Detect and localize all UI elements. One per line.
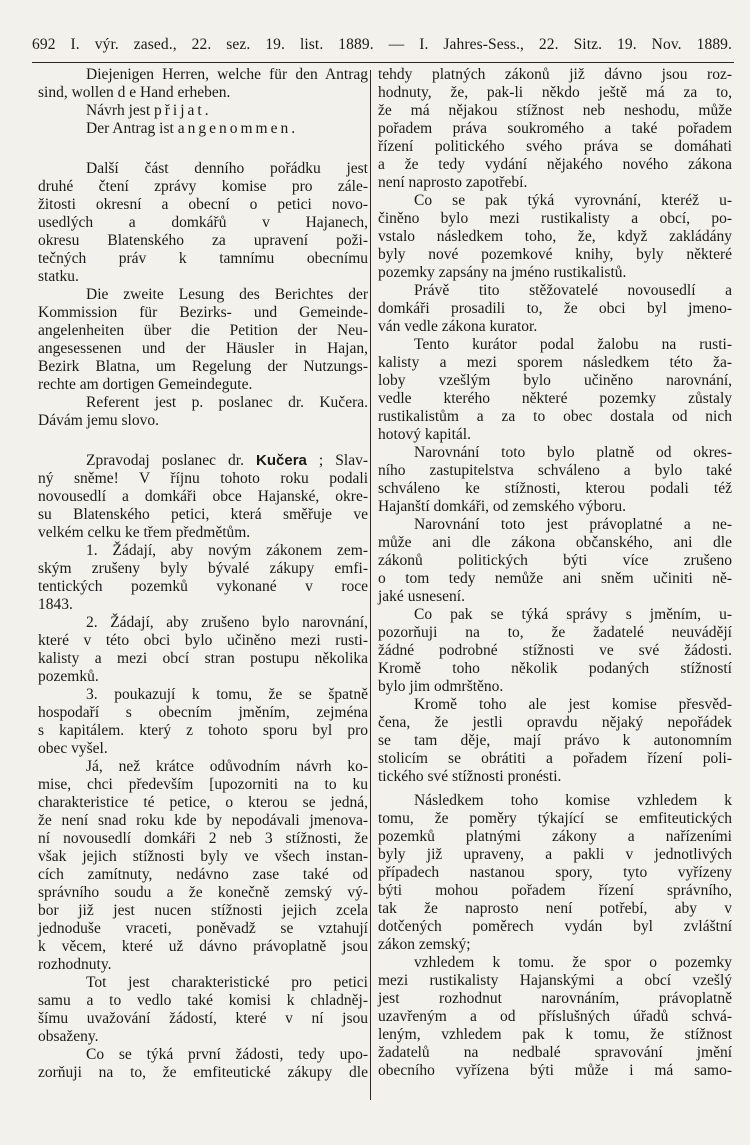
text-line: uzavřeným a od příslušných úřadů schvá- bbox=[378, 1008, 732, 1025]
text-segment: Návrh jest bbox=[86, 102, 155, 119]
text-line: vstalo následkem toho, že, když zakládány bbox=[378, 228, 732, 245]
spaced-text: přijat. bbox=[154, 102, 212, 119]
text-line: leným, vzhledem pak k tomu, že stížnost bbox=[378, 1026, 732, 1043]
text-line: 3. poukazují k tomu, že se špatně bbox=[86, 686, 368, 703]
text-line: stolicím se obrátiti a pořadem řízení poli- bbox=[378, 750, 732, 767]
text-line: Diejenigen Herren, welche für den Antrag bbox=[86, 66, 368, 83]
paragraph bbox=[38, 66, 368, 102]
paragraph bbox=[378, 792, 732, 954]
paragraph bbox=[378, 336, 732, 444]
text-line: Hajanští domkáři, od zemského výboru. bbox=[378, 498, 626, 515]
paragraph bbox=[38, 614, 368, 686]
text-line bbox=[38, 452, 368, 470]
text-line: tak že naprosto není potřebí, aby v bbox=[378, 900, 732, 917]
text-line: byly nové pozemkové knihy, byly některé bbox=[378, 246, 732, 263]
paragraph bbox=[38, 102, 368, 120]
text-line: Kromě toho ale jest komise přesvěd- bbox=[414, 696, 732, 713]
text-line: jednoduše vraceti, poněvadž se vztahují bbox=[38, 920, 368, 937]
paragraph bbox=[378, 954, 732, 1080]
text-line: zorňuji na to, že emfiteutické zákupy dle bbox=[38, 1064, 368, 1081]
text-line: statku. bbox=[38, 268, 79, 285]
text-segment: Zpravodaj poslanec dr. bbox=[86, 452, 257, 469]
text-line: kalisty a mezi obcí stran postupu několika bbox=[38, 650, 368, 667]
text-line: usedlých a domkářů v Hajanech, bbox=[38, 214, 368, 231]
paragraph bbox=[378, 192, 732, 282]
text-line: tehdy platných zákonů již dávno jsou roz- bbox=[378, 66, 732, 83]
text-line: tentických pozemků vykonané v roce bbox=[38, 578, 368, 595]
text-line: s kapitálem. který z tohoto sporu byl pro bbox=[38, 722, 368, 739]
text-line: Další část denního pořádku jest bbox=[86, 160, 368, 177]
text-line: může ani dle zákona občanského, ani dle bbox=[378, 534, 732, 551]
text-line: správního soudu a že konečně zemský vý- bbox=[38, 884, 368, 901]
text-line: druhé čtení zprávy komise pro zále- bbox=[38, 178, 368, 195]
text-line: angelenheiten über die Petition der Neu- bbox=[38, 322, 368, 339]
text-line: zákonů politických býti více zrušeno bbox=[378, 552, 732, 569]
text-line: 1. Žádají, aby novým zákonem zem- bbox=[86, 542, 368, 559]
text-line: však jejich stížnosti byly ve všech instan- bbox=[38, 848, 368, 865]
text-line: su Blatenského petici, která směřuje ve bbox=[38, 506, 368, 523]
text-line: obecního vyřízena býti může i má samo- bbox=[378, 1062, 732, 1079]
text-line: loby vzešlým bylo učiněno narovnání, bbox=[378, 372, 732, 389]
text-line: řízení politického svého práva se domáhati bbox=[378, 138, 732, 155]
text-segment: ; Slav- bbox=[306, 452, 368, 469]
text-line: dotčených poměrech vydán byl zvláštní bbox=[378, 918, 732, 935]
text-line: pořadem práva soukromého a také pořadem bbox=[378, 120, 732, 137]
text-line: čena, že jestli opravdu nějaký nepořádek bbox=[378, 714, 732, 731]
paragraph bbox=[38, 758, 368, 974]
text-line: Co pak se týká správy s jměním, u- bbox=[414, 606, 732, 623]
text-line: velkém celku ke třem předmětům. bbox=[38, 524, 251, 541]
text-line: obsaženy. bbox=[38, 1028, 99, 1045]
text-line: žádné podrobné stížnosti ve své žádosti. bbox=[378, 642, 732, 659]
text-line: jaké usnesení. bbox=[378, 588, 465, 605]
text-line: obec vyšel. bbox=[38, 740, 108, 757]
text-line: vedle kterého některé pozemky zůstaly bbox=[378, 390, 732, 407]
text-line: Já, než krátce odůvodním návrh ko- bbox=[86, 758, 368, 775]
text-line: Co se pak týká vyrovnání, kteréž u- bbox=[414, 192, 732, 209]
paragraph bbox=[38, 542, 368, 614]
text-line: Narovnání toto bylo platně od okres- bbox=[414, 444, 732, 461]
text-line: ního zastupitelstva schváleno a bylo také bbox=[378, 462, 732, 479]
paragraph bbox=[38, 120, 368, 138]
text-line: Kromě toho několik podaných stížností bbox=[378, 660, 732, 677]
text-line: tomu, že poměry týkající se emfiteutických bbox=[378, 810, 732, 827]
text-line: Narovnání toto jest právoplatné a ne- bbox=[414, 516, 732, 533]
text-line: Právě tito stěžovatelé novousedlí a bbox=[414, 282, 732, 299]
text-line: Tento kurátor podal žalobu na rusti- bbox=[414, 336, 732, 353]
text-line: vzhledem k tomu. že spor o pozemky bbox=[414, 954, 732, 971]
text-line: okresu Blatenského za upravení poži- bbox=[38, 232, 368, 249]
text-line: Kommission für Bezirks- und Gemeinde- bbox=[38, 304, 368, 321]
text-line: žitosti okresní a obecní o petici novo- bbox=[38, 196, 368, 213]
text-line: hodnuty, že, pak-li někdo ještě má za to, bbox=[378, 84, 732, 101]
text-line: Co se týká první žádosti, tedy upo- bbox=[86, 1046, 368, 1063]
text-line: angesessenen und der Häusler in Hajan, bbox=[38, 340, 368, 357]
paragraph bbox=[378, 444, 732, 516]
text-line: rozhodnuty. bbox=[38, 956, 112, 973]
text-line: charakteristice té petice, o kterou se jedná, bbox=[38, 794, 368, 811]
text-line: býti mohou pořadem řízení správního, bbox=[378, 882, 732, 899]
spaced-text: angenommen. bbox=[177, 120, 299, 137]
speaker-name: Kučera bbox=[256, 452, 307, 469]
text-line: k věcem, které už dávno právoplatně jsou bbox=[38, 938, 368, 955]
text-line: pozemků platnými zákony a nařízeními bbox=[378, 828, 732, 845]
text-line: bylo jim odmrštěno. bbox=[378, 678, 504, 695]
text-line: 1843. bbox=[38, 596, 73, 613]
paragraph bbox=[378, 516, 732, 606]
paragraph bbox=[38, 286, 368, 394]
paragraph bbox=[38, 686, 368, 758]
right-column bbox=[378, 66, 732, 1080]
paragraph bbox=[378, 696, 732, 786]
text-line: novousedlí a domkáři obce Hajanské, okre- bbox=[38, 488, 368, 505]
text-line: mise, chci především [upozorniti na to ku bbox=[38, 776, 368, 793]
text-line: žadatelů na nedbalé spravování jmění bbox=[378, 1044, 732, 1061]
text-line: že má nějakou stížnost neb neshodu, může bbox=[378, 102, 732, 119]
text-line: tického své stížnosti pronésti. bbox=[378, 768, 562, 785]
text-line: ským zrušeny byly bývalé zákupy emfi- bbox=[38, 560, 368, 577]
text-line: Bezirk Blatna, um Regelung der Nutzungs- bbox=[38, 358, 368, 375]
text-line: 2. Žádají, aby zrušeno bylo narovnání, bbox=[86, 614, 368, 631]
page-header: 692 I. výr. zased., 22. sez. 19. list. 1889. — I. Jahres-Sess., 22. Sitz. 19. Nov. 1889. bbox=[32, 36, 732, 53]
text-line: Následkem toho komise vzhledem k bbox=[414, 792, 732, 809]
text-line: pozemky zapsány na jméno rustikalistů. bbox=[378, 264, 627, 281]
paragraph bbox=[378, 66, 732, 192]
text-line: o tom tedy nemůže ani sněm učiniti ně- bbox=[378, 570, 732, 587]
text-line: pozorňuji na to, že žadatelé neuvádějí bbox=[378, 624, 732, 641]
text-line: samu a to vedlo také komisi k chladněj- bbox=[38, 992, 368, 1009]
paragraph bbox=[378, 282, 732, 336]
text-line: pozemků. bbox=[38, 668, 99, 685]
paragraph bbox=[38, 160, 368, 286]
text-line: sind, wollen d e Hand erheben. bbox=[38, 84, 231, 101]
paragraph bbox=[378, 606, 732, 696]
header-rule bbox=[32, 62, 734, 63]
text-line: Dávám jemu slovo. bbox=[38, 412, 159, 429]
text-line: jest rozhodnut narovnáním, právoplatně bbox=[378, 990, 732, 1007]
text-line: cích zamítnuty, nedávno zase také od bbox=[38, 866, 368, 883]
text-line: se tam děje, mají právo k autonomním bbox=[378, 732, 732, 749]
text-line: a že tedy vydání nějakého nového zákona bbox=[378, 156, 732, 173]
text-line: ván vedle zákona kurator. bbox=[378, 318, 538, 335]
text-line: že není snad roku kde by nepodávali jmenova- bbox=[38, 812, 368, 829]
text-line: zákon zemský; bbox=[378, 936, 471, 953]
text-line: domkáři prosadili to, že obci byl jmeno- bbox=[378, 300, 732, 317]
paragraph bbox=[38, 974, 368, 1046]
column-divider bbox=[370, 70, 371, 1100]
text-line: případech nastanou spory, tyto vyřízeny bbox=[378, 864, 732, 881]
text-line: ný sněme! V říjnu tohoto roku podali bbox=[38, 470, 368, 487]
text-line: rechte am dortigen Gemeindegute. bbox=[38, 376, 253, 393]
paragraph bbox=[38, 394, 368, 430]
paragraph bbox=[38, 1046, 368, 1082]
text-segment: Der Antrag ist bbox=[86, 120, 178, 137]
text-line: bor již jest nucen stížnosti jejich zcela bbox=[38, 902, 368, 919]
text-line: činěno bylo mezi rustikalisty a obcí, po- bbox=[378, 210, 732, 227]
text-line: není naprosto zapotřebí. bbox=[378, 174, 528, 191]
text-line: kalisty a mezi sporem následkem této ža- bbox=[378, 354, 732, 371]
text-line: tečných práv k tamnímu obecnímu bbox=[38, 250, 368, 267]
text-line: Tot jest charakteristické pro petici bbox=[86, 974, 368, 991]
text-line: rustikalistům a za to obec dostala od nich bbox=[378, 408, 732, 425]
paragraph bbox=[38, 452, 368, 542]
text-line: šímu uvažování žádostí, které v ní jsou bbox=[38, 1010, 368, 1027]
text-line bbox=[38, 120, 368, 138]
text-line: které v této obci bylo učiněno mezi rusti- bbox=[38, 632, 368, 649]
text-line: Die zweite Lesung des Berichtes der bbox=[86, 286, 368, 303]
text-line: hospodaří s obecním jměním, zejména bbox=[38, 704, 368, 721]
text-line: ní novousedlí domkáři 2 neb 3 stížnosti, že bbox=[38, 830, 368, 847]
text-line bbox=[38, 102, 368, 120]
text-line: byly již upraveny, a pakli v jednotlivých bbox=[378, 846, 732, 863]
text-line: hotový kapitál. bbox=[378, 426, 471, 443]
left-column bbox=[38, 66, 368, 1082]
text-line: mezi rustikalisty Hajanskými a obcí vzešlý bbox=[378, 972, 732, 989]
text-line: Referent jest p. poslanec dr. Kučera. bbox=[86, 394, 368, 411]
text-line: schváleno ke stížnosti, kterou podali též bbox=[378, 480, 732, 497]
